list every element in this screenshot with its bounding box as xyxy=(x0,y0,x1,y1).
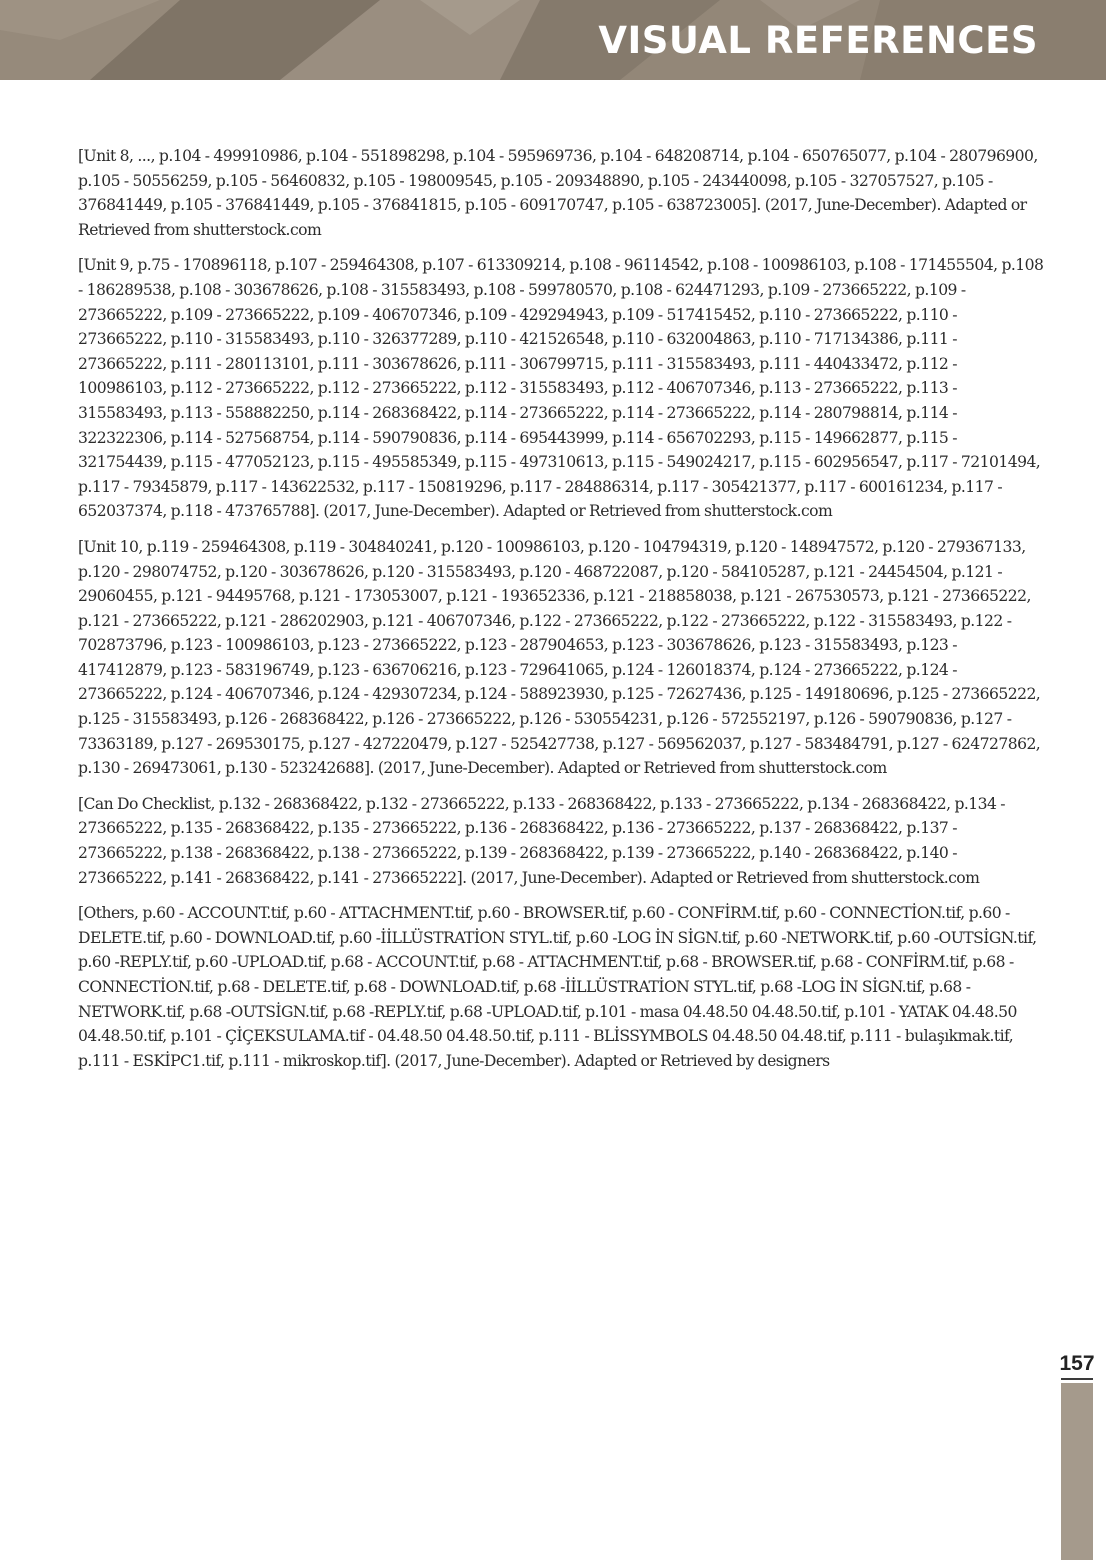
page-number: 157 xyxy=(1059,1352,1095,1375)
page-title: VISUAL REFERENCES xyxy=(598,19,1038,62)
reference-can-do-checklist: [Can Do Checklist, p.132 - 268368422, p.132 - 273665222, p.133 - 268368422, p.133 - 273665222, p.134 - 268368422, p.134 - 273665222, p.135 - 268368422, p.135 - 273665222, p.136 - 268368422, p.136 - 273665222, p.137 - 268368422, p.137 - 273665222, p.138 - 268368422, p.138 - 273665222, p.139 - 268368422, p.139 - 273665222, p.140 - 268368422, p.140 - 273665222, p.141 - 268368422, p.141 - 273665222]. (2017, June-December). Adapted or Retrieved from shutterstock.com xyxy=(78,794,1006,887)
page-number-rule xyxy=(1061,1378,1093,1380)
header-banner xyxy=(0,0,1106,80)
reference-unit-9: [Unit 9, p.75 - 170896118, p.107 - 259464308, p.107 - 613309214, p.108 - 96114542, p.108 - 100986103, p.108 - 171455504, p.108 - 186289538, p.108 - 303678626, p.108 - 315583493, p.108 - 599780570, p.108 - 624471293, p.109 - 273665222, p.109 - 273665222, p.109 - 273665222, p.109 - 406707346, p.109 - 429294943, p.109 - 517415452, p.110 - 273665222, p.110 - 273665222, p.110 - 315583493, p.110 - 326377289, p.110 - 421526548, p.110 - 632004863, p.110 - 717134386, p.111 - 273665222, p.111 - 280113101, p.111 - 303678626, p.111 - 306799715, p.111 - 315583493, p.111 - 440433472, p.112 - 100986103, p.112 - 273665222, p.112 - 273665222, p.112 - 315583493, p.112 - 406707346, p.113 - 273665222, p.113 - 315583493, p.113 - 558882250, p.114 - 268368422, p.114 - 273665222, p.114 - 273665222, p.114 - 280798814, p.114 - 322322306, p.114 - 527568754, p.114 - 590790836, p.114 - 695443999, p.114 - 656702293, p.115 - 149662877, p.115 - 321754439, p.115 - 477052123, p.115 - 495585349, p.115 - 497310613, p.115 - 549024217, p.115 - 602956547, p.117 - 72101494, p.117 - 79345879, p.117 - 143622532, p.117 - 150819296, p.117 - 284886314, p.117 - 305421377, p.117 - 600161234, p.117 - 652037374, p.118 - 473765788]. (2017, June-December). Adapted or Retrieved from shutterstock.com xyxy=(78,256,1044,521)
reference-others: [Others, p.60 - ACCOUNT.tif, p.60 - ATTACHMENT.tif, p.60 - BROWSER.tif, p.60 - CONFİRM.tif, p.60 - CONNECTİON.tif, p.60 - DELETE.tif, p.60 - DOWNLOAD.tif, p.60 -İİLLÜSTRATİON STYL.tif, p.60 -LOG İN SİGN.tif, p.60 -NETWORK.tif, p.60 -OUTSİGN.tif, p.60 -REPLY.tif, p.60 -UPLOAD.tif, p.68 - ACCOUNT.tif, p.68 - ATTACHMENT.tif, p.68 - BROWSER.tif, p.68 - CONFİRM.tif, p.68 - CONNECTİON.tif, p.68 - DELETE.tif, p.68 - DOWNLOAD.tif, p.68 -İİLLÜSTRATİON STYL.tif, p.68 -LOG İN SİGN.tif, p.68 -NETWORK.tif, p.68 -OUTSİGN.tif, p.68 -REPLY.tif, p.68 -UPLOAD.tif, p.101 - masa 04.48.50 04.48.50.tif, p.101 - YATAK 04.48.50 04.48.50.tif, p.101 - ÇİÇEKSULAMA.tif - 04.48.50 04.48.50.tif, p.111 - BLİSSYMBOLS 04.48.50 04.48.tif, p.111 - bulaşıkmak.tif, p.111 - ESKİPC1.tif, p.111 - mikroskop.tif]. (2017, June-December). Adapted or Retrieved by designers xyxy=(78,904,1037,1070)
references-body xyxy=(78,144,1044,1084)
reference-unit-8: [Unit 8, ..., p.104 - 499910986, p.104 - 551898298, p.104 - 595969736, p.104 - 648208714, p.104 - 650765077, p.104 - 280796900, p.105 - 50556259, p.105 - 56460832, p.105 - 198009545, p.105 - 209348890, p.105 - 243440098, p.105 - 327057527, p.105 - 376841449, p.105 - 376841449, p.105 - 376841815, p.105 - 609170747, p.105 - 638723005]. (2017, June-December). Adapted or Retrieved from shutterstock.com xyxy=(78,147,1038,239)
reference-unit-10: [Unit 10, p.119 - 259464308, p.119 - 304840241, p.120 - 100986103, p.120 - 104794319, p.120 - 148947572, p.120 - 279367133, p.120 - 298074752, p.120 - 303678626, p.120 - 315583493, p.120 - 468722087, p.120 - 584105287, p.121 - 24454504, p.121 - 29060455, p.121 - 94495768, p.121 - 173053007, p.121 - 193652336, p.121 - 218858038, p.121 - 267530573, p.121 - 273665222, p.121 - 273665222, p.121 - 286202903, p.121 - 406707346, p.122 - 273665222, p.122 - 273665222, p.122 - 315583493, p.122 - 702873796, p.123 - 100986103, p.123 - 273665222, p.123 - 287904653, p.123 - 303678626, p.123 - 315583493, p.123 - 417412879, p.123 - 583196749, p.123 - 636706216, p.123 - 729641065, p.124 - 126018374, p.124 - 273665222, p.124 - 273665222, p.124 - 406707346, p.124 - 429307234, p.124 - 588923930, p.125 - 72627436, p.125 - 149180696, p.125 - 273665222, p.125 - 315583493, p.126 - 268368422, p.126 - 273665222, p.126 - 530554231, p.126 - 572552197, p.126 - 590790836, p.127 - 73363189, p.127 - 269530175, p.127 - 427220479, p.127 - 525427738, p.127 - 569562037, p.127 - 583484791, p.127 - 624727862, p.130 - 269473061, p.130 - 523242688]. (2017, June-December). Adapted or Retrieved from shutterstock.com xyxy=(78,537,1041,778)
side-tab xyxy=(1061,1383,1093,1560)
